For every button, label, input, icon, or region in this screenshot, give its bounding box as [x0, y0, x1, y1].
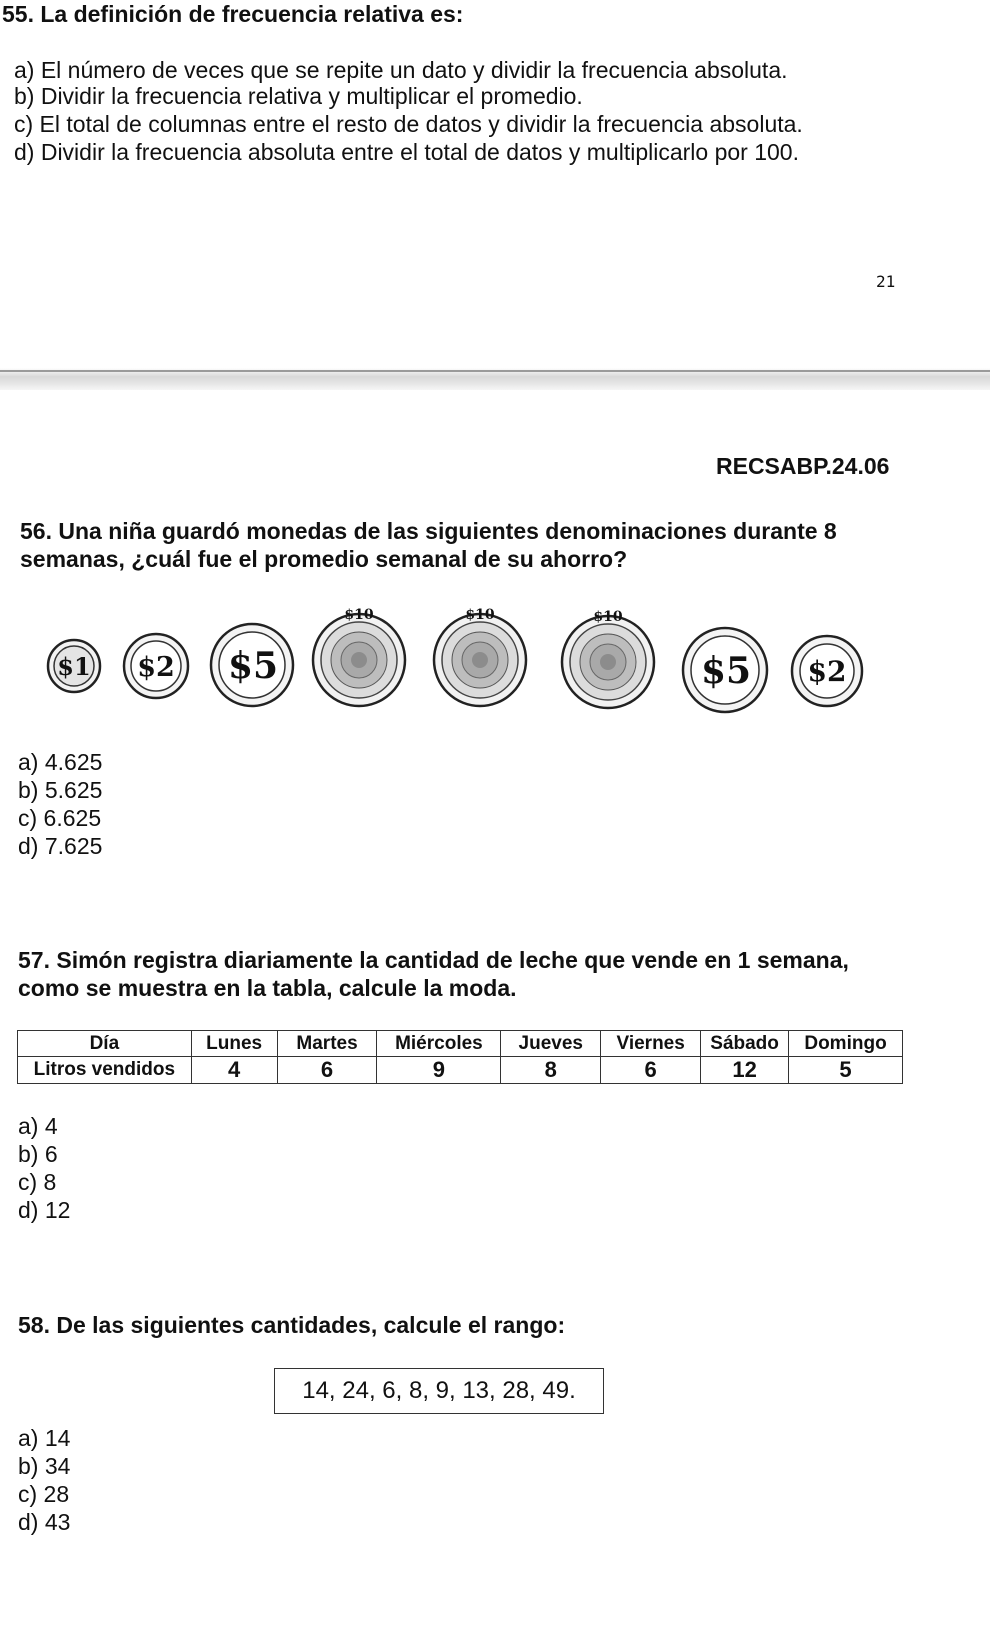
table-header-cell: Martes	[277, 1031, 377, 1057]
coin-label: $1	[57, 652, 91, 681]
q58-option-b: b) 34	[18, 1453, 71, 1479]
coin-label: $10	[465, 607, 495, 623]
coin-label: $2	[137, 652, 175, 683]
q57-option-d: d) 12	[18, 1197, 71, 1223]
question-56-title-line1: 56. Una niña guardó monedas de las siguientes denominaciones durante 8	[20, 518, 837, 544]
table-cell: 9	[377, 1057, 501, 1084]
table-cell: 12	[701, 1057, 789, 1084]
q56-option-b: b) 5.625	[18, 777, 103, 803]
q57-option-b: b) 6	[18, 1141, 58, 1167]
table-cell: 6	[277, 1057, 377, 1084]
question-55-title: 55. La definición de frecuencia relativa es:	[2, 1, 464, 27]
table-header-cell: Miércoles	[377, 1031, 501, 1057]
coin-10-pesos	[431, 605, 529, 709]
coin-label: $2	[807, 655, 847, 688]
number-list-box: 14, 24, 6, 8, 9, 13, 28, 49.	[274, 1368, 604, 1414]
q58-option-a: a) 14	[18, 1425, 71, 1451]
coin-2-pesos	[790, 634, 864, 708]
question-57-title-line1: 57. Simón registra diariamente la cantidad de leche que vende en 1 semana,	[18, 947, 849, 973]
table-header-row	[18, 1031, 903, 1057]
q57-option-a: a) 4	[18, 1113, 58, 1139]
coin-label: $10	[344, 607, 374, 623]
exam-code: RECSABP.24.06	[716, 453, 890, 479]
page-number: 21	[876, 272, 896, 291]
q55-option-d: d) Dividir la frecuencia absoluta entre el total de datos y multiplicarlo por 100.	[14, 139, 799, 165]
q57-option-c: c) 8	[18, 1169, 57, 1195]
table-row	[18, 1057, 903, 1084]
table-header-cell: Viernes	[601, 1031, 701, 1057]
q58-option-d: d) 43	[18, 1509, 71, 1535]
table-header-cell: Sábado	[701, 1031, 789, 1057]
table-header-cell: Día	[18, 1031, 192, 1057]
coin-label: $10	[593, 609, 623, 625]
coin-1-peso	[46, 638, 102, 694]
q56-option-c: c) 6.625	[18, 805, 102, 831]
q55-option-b: b) Dividir la frecuencia relativa y multiplicar el promedio.	[14, 83, 583, 109]
question-57-title-line2: como se muestra en la tabla, calcule la moda.	[18, 975, 517, 1001]
table-row-label: Litros vendidos	[18, 1057, 192, 1084]
table-header-cell: Jueves	[501, 1031, 601, 1057]
table-cell: 6	[601, 1057, 701, 1084]
coin-5-pesos	[681, 626, 769, 714]
question-58-title: 58. De las siguientes cantidades, calcule el rango:	[18, 1312, 566, 1338]
table-cell: 5	[789, 1057, 903, 1084]
table-header-cell: Domingo	[789, 1031, 903, 1057]
coin-10-pesos	[559, 607, 657, 711]
table-header-cell: Lunes	[191, 1031, 277, 1057]
q56-option-a: a) 4.625	[18, 749, 103, 775]
question-56-title-line2: semanas, ¿cuál fue el promedio semanal de su ahorro?	[20, 546, 628, 572]
coin-row	[0, 605, 990, 725]
coin-10-pesos	[310, 605, 408, 709]
table-cell: 4	[191, 1057, 277, 1084]
q55-option-c: c) El total de columnas entre el resto de datos y dividir la frecuencia absoluta.	[14, 111, 803, 137]
milk-sales-table	[17, 1030, 903, 1084]
q58-option-c: c) 28	[18, 1481, 70, 1507]
coin-5-pesos	[209, 622, 295, 708]
coin-label: $5	[227, 645, 279, 687]
q55-option-a: a) El número de veces que se repite un dato y dividir la frecuencia absoluta.	[14, 57, 788, 83]
page-divider-line	[0, 370, 990, 372]
table-cell: 8	[501, 1057, 601, 1084]
q56-option-d: d) 7.625	[18, 833, 103, 859]
coin-label: $5	[700, 650, 752, 692]
coin-2-pesos	[122, 632, 190, 700]
